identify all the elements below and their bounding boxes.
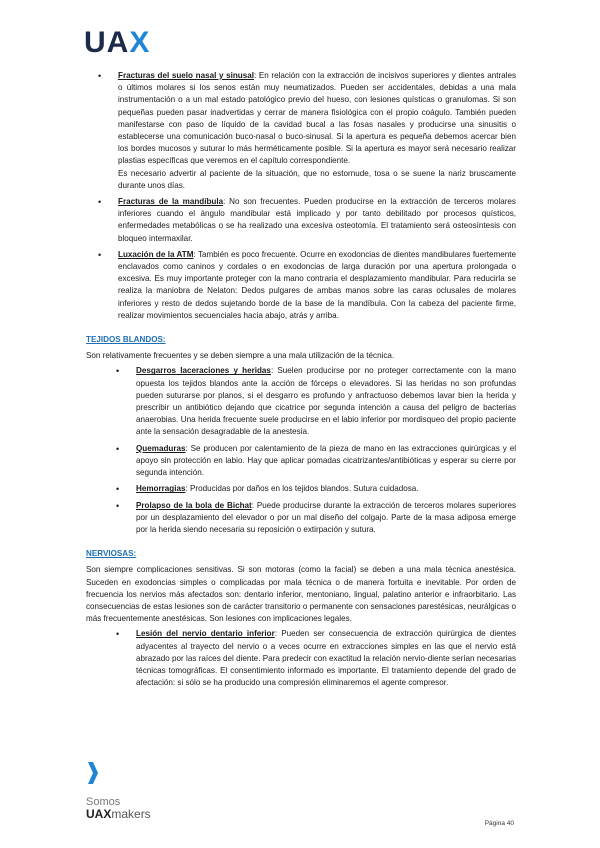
list-item-hemorragias — [116, 483, 516, 495]
tejidos-list — [86, 365, 516, 536]
footer-somos-text: Somos — [86, 796, 121, 808]
item-text: : No son frecuentes. Pueden producirse en la extracción de terceros molares inferiores cuando el ángulo mandibular está implicado y por tanto debilitado por procesos quísticos, enfermedades metabólicas o se ha realizado una excesiva osteotomía. El tratamiento será osteosíntesis con bloqueo intermaxilar. — [118, 197, 516, 243]
term: Lesión del nervio dentario inferior — [136, 629, 275, 639]
section-title-nerviosas: NERVIOSAS: — [86, 549, 137, 559]
top-list — [86, 70, 516, 322]
footer-brand — [86, 796, 151, 821]
item-text: : Puede producirse durante la extracción de terceros molares superiores por un desplazamiento del elevador o por un mal diseño del colgajo. Parte de la masa adiposa emerge por la herida siendo necesaria su reposición o extirpación y sutura. — [136, 500, 517, 534]
list-item-prolapso — [116, 500, 517, 537]
logo-text: UA — [84, 26, 130, 59]
bullet: • — [98, 197, 102, 208]
item-text: : Suelen producirse por no proteger correctamente con la mano opuesta los tejidos blandos ante la acción de fórceps o elevadores. Si las heridas no son profundas pueden suturarse por planos, si el desgarro es profundo y anfractuoso debemos lavar bien la herida y prescribir un antibiótico dejando que cicatrice por segunda intención a causa del peligro de bacterias anaerobias. Una herida frecuente suele producirse en el labio inferior por mordisqueo del propio paciente ante la sensación desagradable de la anestesia. — [136, 366, 517, 437]
chevron-icon — [86, 762, 98, 784]
list-item-desgarros — [116, 365, 517, 438]
term: Luxación de la ATM — [118, 249, 194, 259]
item-text: : También es poco frecuente. Ocurre en exodoncias de dientes mandibulares fuertemente enclavados como caninos y cordales o en exodoncias de larga duración por una apertura prolongada o excesiva. Es muy importante proteger con la mano contraria el desplazamiento mandibular. Para reducirla se realiza la maniobra de Nelaton: Dedos pulgares de ambas manos sobre las caras oclusales de molares inferiores y resto de dedos sujetando borde de la base de la mandíbula. Con la cabeza del paciente firme, realizar movimientos secuenciales hacia abajo, atrás y arriba. — [118, 249, 517, 320]
term: Prolapso de la bola de Bichat — [136, 500, 252, 510]
term: Fracturas del suelo nasal y sinusal — [118, 71, 254, 80]
term: Quemaduras — [136, 443, 186, 453]
page-content — [86, 70, 516, 693]
item-extra: Es necesario advertir al paciente de la situación, que no estornude, tosa o se suene la nariz bruscamente durante unos días. — [118, 168, 516, 190]
list-item-luxacion-atm — [98, 249, 517, 322]
uax-logo — [84, 26, 150, 60]
item-text: : Pueden ser consecuencia de extracción quirúrgica de dientes adyacentes al trayecto del nervio o a veces ocurre en extracciones simples en las que el nervio está abrazado por las raíces del diente. Para predecir con exactitud la relación nervio-diente serían necesarias técnicas tomográficas. El consentimiento informado es importante. El tratamiento depende del grado de afectación: si sólo se ha producido una compresión eliminaremos el agente compresor. — [136, 629, 516, 688]
footer-makers-text: makers — [111, 807, 151, 821]
footer-uax-text: UAX — [86, 807, 112, 821]
bullet: • — [116, 366, 120, 377]
section-title-tejidos: TEJIDOS BLANDOS: — [86, 335, 166, 345]
section-intro: Son siempre complicaciones sensitivas. Si son motoras (como la facial) se deben a una mala técnica anestésica. Suceden en exodoncias simples o complicadas por mala técnica o de manera fortuita e inevitable. Por orden de frecuencia los nervios más afectados son: dentario inferior, mentoniano, lingual, palatino anterior e infraorbitario. Las consecuencias de estas lesiones son de carácter transitorio o permanente con sensaciones parestésicas, neurálgicas o más frecuentemente anestésicas. Son lesiones con implicaciones legales. — [86, 565, 516, 624]
list-item-quemaduras — [116, 443, 516, 480]
term: Hemorragias — [136, 484, 186, 494]
term: Desgarros laceraciones y heridas — [136, 366, 271, 376]
term: Fracturas de la mandíbula — [118, 197, 224, 207]
bullet: • — [116, 629, 120, 640]
nerviosas-list — [86, 628, 516, 689]
list-item-dentario-inferior — [116, 628, 516, 689]
item-text: : En relación con la extracción de incisivos superiores y dientes antrales o últimos molares si los senos están muy neumatizados. Pueden ser accidentales, debidas a una mala instrumentación o a un mal estado patológico previo del hueso, con lesiones quísticas o granulomas. Si son pequeñas pueden pasar inadvertidas y cerrar de manera fisiológica con el propio coágulo. También pueden manifestarse con paso de líquido de la cavidad bucal a las fosas nasales y producirse una sinusitis o establecerse una comunicación buco-nasal o buco-sinusal. Si la apertura es pequeña debemos acercar bien los bordes mucosos y suturar lo más herméticamente posible. Si la apertura es mayor será necesario realizar plastias específicas que veremos en el capítulo correspondiente. — [118, 71, 516, 166]
section-intro: Son relativamente frecuentes y se deben siempre a una mala utilización de la técnica. — [86, 351, 395, 361]
bullet: • — [98, 71, 102, 81]
bullet: • — [116, 484, 120, 495]
item-text: : Producidas por daños en los tejidos blandos. Sutura cuidadosa. — [185, 484, 419, 494]
list-item-fracturas-suelo — [98, 70, 516, 192]
bullet: • — [98, 249, 102, 260]
bullet: • — [116, 500, 120, 511]
item-text: : Se producen por calentamiento de la pieza de mano en las extracciones quirúrgicas y el apoyo sin protección en labio. Hay que aplicar pomadas cicatrizantes/antibióticas y esperar su cierre por segunda intención. — [136, 443, 516, 478]
logo-x: X — [129, 26, 151, 59]
list-item-fracturas-mandibula — [98, 196, 516, 245]
page-number: Página 40 — [484, 820, 514, 827]
bullet: • — [116, 443, 120, 454]
